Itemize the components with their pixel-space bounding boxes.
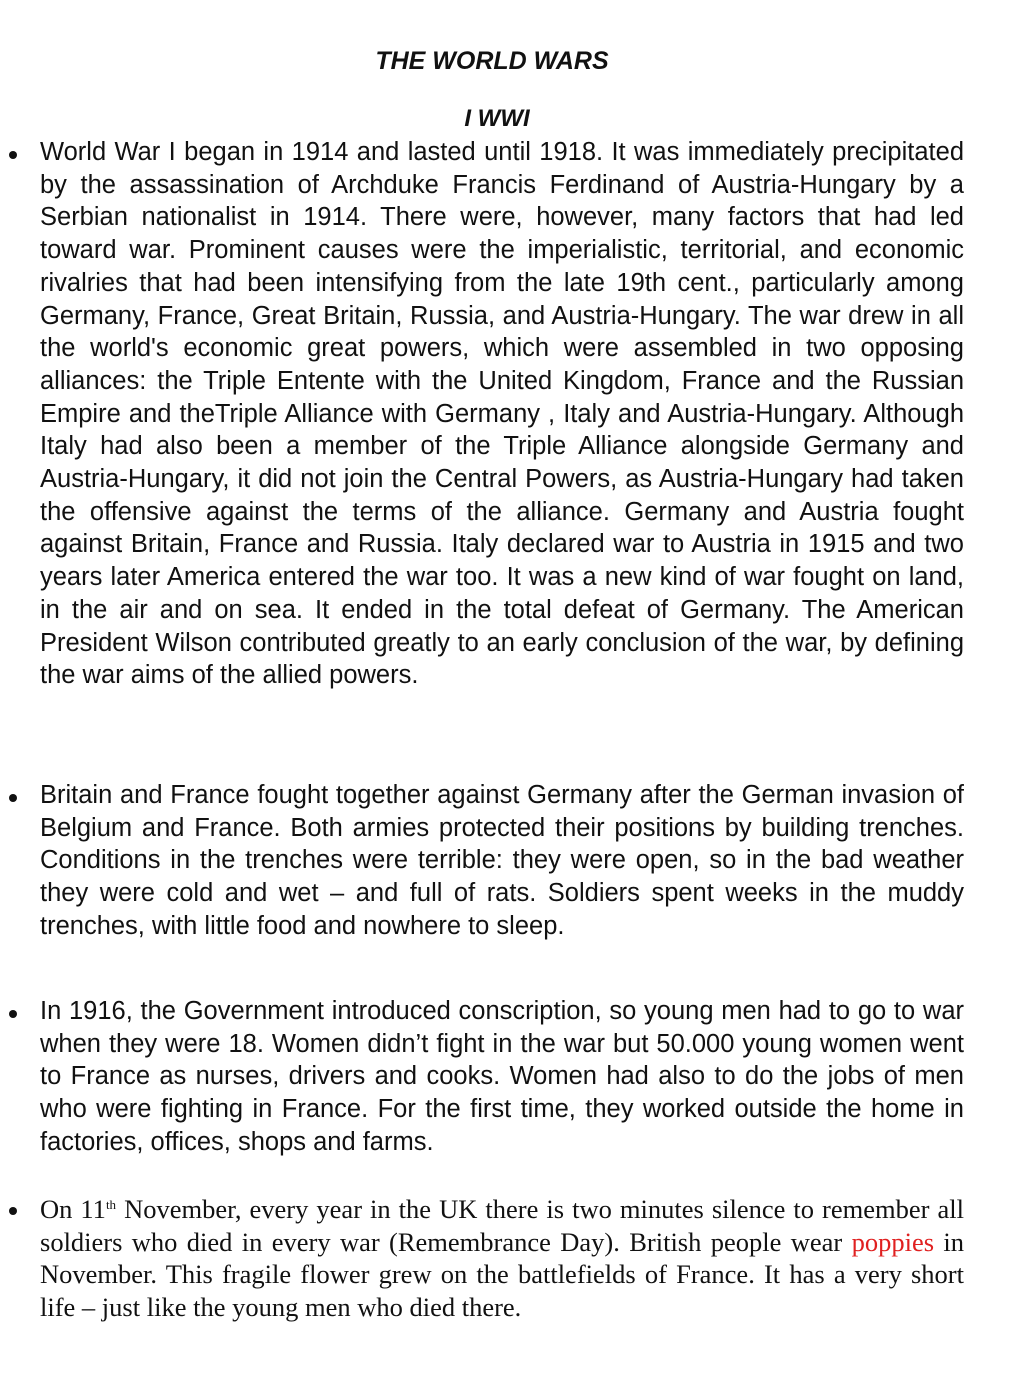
section-heading: I WWI bbox=[464, 105, 530, 132]
document-title: THE WORLD WARS bbox=[375, 47, 609, 75]
text-segment: in November. This fragile flower grew on the battlefields of France. It has a very short life – just like the young men who died there. bbox=[40, 1226, 964, 1322]
bullet-item bbox=[40, 995, 964, 1159]
bullet-item bbox=[40, 1193, 964, 1323]
text-segment: November, every year in the UK there is two minutes silence to remember all soldiers who died in every war (Remembrance Day). British people wear bbox=[40, 1194, 964, 1257]
bullet-text: Britain and France fought together against Germany after the German invasion of Belgium and France. Both armies protected their positions by building trenches. Conditions in the trenches were terrible: they were open, so in the bad weather they were cold and wet – and full of rats. Soldiers spent weeks in the muddy trenches, with little food and nowhere to sleep. bbox=[40, 781, 964, 940]
bullet-icon bbox=[9, 1207, 17, 1215]
bullet-text: World War I began in 1914 and lasted until 1918. It was immediately precipitated by the assassination of Archduke Francis Ferdinand of Austria-Hungary by a Serbian nationalist in 1914. There were, however, many factors that had led toward war. Prominent causes were the imperialistic, territorial, and economic rivalries that had been intensifying from the late 19th cent., particularly among Germany, France, Great Britain, Russia, and Austria-Hungary. The war drew in all the world's economic great powers, which were assembled in two opposing alliances: the Triple Entente with the United Kingdom, France and the Russian Empire and theTriple Alliance with Germany , Italy and Austria-Hungary. Although Italy had also been a member of the Triple Alliance alongside Germany and Austria-Hungary, it did not join the Central Powers, as Austria-Hungary had taken the offensive against the terms of the alliance. Germany and Austria fought against Britain, France and Russia. Italy declared war to Austria in 1915 and two years later America entered the war too. It was a new kind of war fought on land, in the air and on sea. It ended in the total defeat of Germany. The American President Wilson contributed greatly to an early conclusion of the war, by defining the war aims of the allied powers. bbox=[40, 138, 964, 690]
highlighted-word: poppies bbox=[851, 1226, 935, 1257]
bullet-item bbox=[40, 136, 964, 692]
bullet-icon bbox=[9, 794, 17, 802]
bullet-text bbox=[40, 1193, 964, 1323]
ordinal-superscript: th bbox=[105, 1197, 117, 1212]
text-segment: On 11 bbox=[40, 1194, 106, 1224]
bullet-icon bbox=[9, 151, 17, 159]
bullet-text: In 1916, the Government introduced conscription, so young men had to go to war when they were 18. Women didn’t fight in the war but 50.000 young women went to France as nurses, drivers and cooks. Women had also to do the jobs of men who were fighting in France. For the first time, they worked outside the home in factories, offices, shops and farms. bbox=[40, 997, 964, 1156]
bullet-item bbox=[40, 779, 964, 943]
bullet-icon bbox=[9, 1010, 17, 1018]
